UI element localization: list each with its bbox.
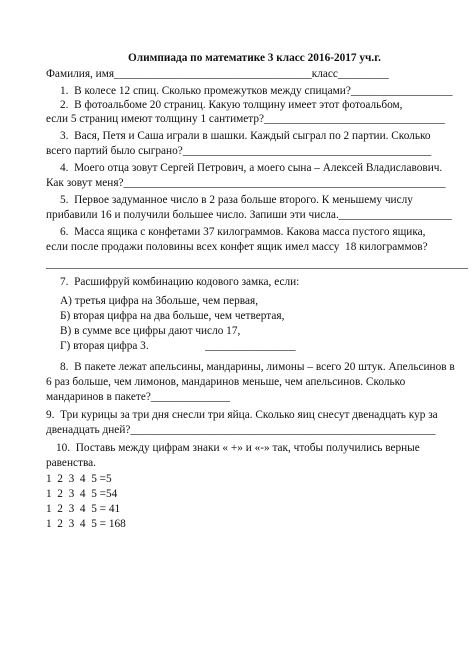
question-9-line-1: 9. Три курицы за три дня снесли три яйца. Сколько яиц снесут двенадцать кур за [46,409,438,421]
question-3-line-2: всего партий было сыграно?____________________________________________ [46,145,432,157]
question-7-condition-b: Б) вторая цифра на два больше, чем четвертая, [60,310,285,322]
question-7-condition-v: В) в сумме все цифры дают число 17, [60,325,241,337]
equation-4: 1 2 3 4 5 = 168 [46,518,126,530]
equation-1: 1 2 3 4 5 =5 [46,473,112,485]
equation-2: 1 2 3 4 5 =54 [46,488,118,500]
question-6-answer-line: _____________________________________________________________________________ [46,258,468,270]
question-4-line-1: 4. Моего отца зовут Сергей Петрович, а моего сына – Алексей Владиславович. [60,162,443,174]
name-class-line: Фамилия, имя___________________________________класс_________ [46,68,389,80]
question-10-line-2: равенства. [46,457,96,469]
question-7-condition-g: Г) вторая цифра 3. ________________ [60,340,296,352]
page-title: Олимпиада по математике 3 класс 2016-2017 уч.г. [128,52,381,64]
question-5-line-2: прибавили 16 и получили большее число. Запиши эти числа.____________________ [46,209,452,221]
question-10-line-1: 10. Поставь между цифрам знаки « +» и «-» так, чтобы получились верные [56,442,420,454]
question-8-line-2: 6 раз больше, чем лимонов, мандаринов меньше, чем апельсинов. Сколько [46,376,406,388]
question-6-line-1: 6. Масса ящика с конфетами 37 килограммов. Какова масса пустого ящика, [60,226,426,238]
question-2-line-2: если 5 страниц имеют толщину 1 сантиметр?________________________________ [46,113,445,125]
question-8-line-1: 8. В пакете лежат апельсины, мандарины, лимоны – всего 20 штук. Апельсинов в [60,361,455,373]
question-5-line-1: 5. Первое задуманное число в 2 раза больше второго. К меньшему числу [60,194,413,206]
question-4-line-2: Как зовут меня?_________________________________________________________ [46,177,446,189]
equation-3: 1 2 3 4 5 = 41 [46,503,121,515]
question-8-line-3: мандаринов в пакете?______________ [46,391,230,403]
question-2-line-1: 2. В фотоальбоме 20 страниц. Какую толщину имеет этот фотоальбом, [60,99,403,111]
question-1: 1. В колесе 12 спиц. Сколько промежутков между спицами?__________________ [60,85,453,97]
question-6-line-2: если после продажи половины всех конфет ящик имел массу 18 килограммов? [46,241,428,253]
question-7-title: 7. Расшифруй комбинацию кодового замка, если: [60,276,300,288]
question-9-line-2: двенадцать дней?______________________________________________________ [46,424,436,436]
question-7-condition-a: А) третья цифра на 3больше, чем первая, [60,295,259,307]
question-3-line-1: 3. Вася, Петя и Саша играли в шашки. Каждый сыграл по 2 партии. Сколько [60,130,431,142]
